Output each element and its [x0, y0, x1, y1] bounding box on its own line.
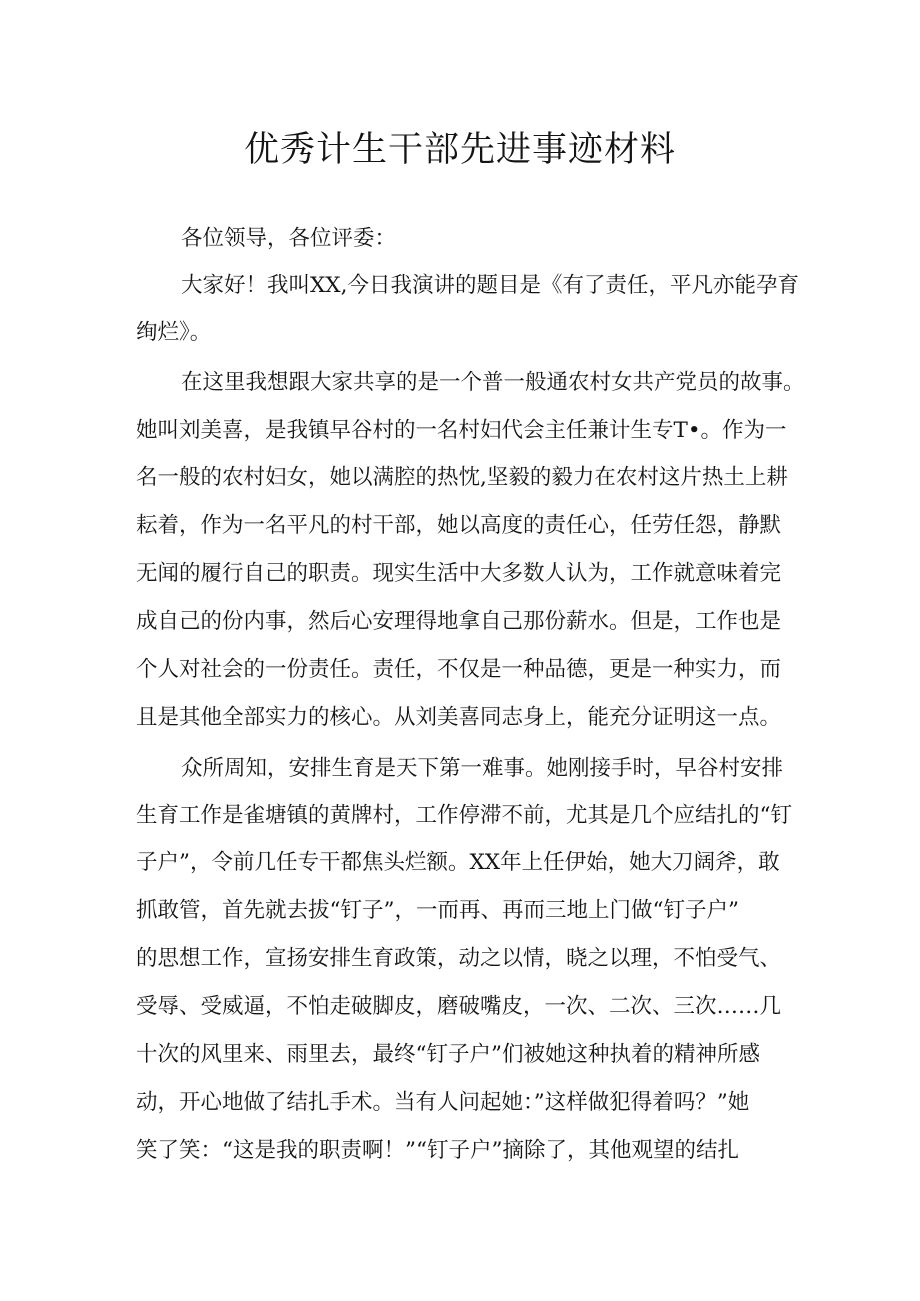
text-line-10: 个人对社会的一份责任。责任，不仅是一种品德，更是一种实力，而: [136, 657, 782, 682]
text-line-12: 众所周知，安排生育是天下第一难事。她刚接手时，早谷村安排: [181, 756, 784, 781]
text-line-8: 无闻的履行自己的职责。现实生活中大多数人认为，工作就意味着完: [136, 561, 782, 586]
text-line-6: 名一般的农村妇女，她以满腔的热忱,坚毅的毅力在农村这片热土上耕: [136, 465, 788, 490]
text-line-17: 受辱、受威逼，不怕走破脚皮，磨破嘴皮，一次、二次、三次……几: [136, 994, 782, 1019]
text-line-18: 十次的风里来、雨里去，最终“钉子户”们被她这种执着的精神所感: [136, 1042, 760, 1067]
text-line-20: 笑了笑：“这是我的职责啊！”“钉子户”摘除了，其他观望的结扎: [136, 1138, 739, 1163]
text-line-13: 生育工作是雀塘镇的黄牌村，工作停滞不前，尤其是几个应结扎的“钉: [136, 803, 792, 828]
text-line-2: 大家好！我叫XX,今日我演讲的题目是《有了责任，平凡亦能孕育: [181, 273, 799, 298]
text-line-1: 各位领导，各位评委：: [181, 226, 397, 251]
text-line-14: 子户”，令前几任专干都焦头烂额。XX年上任伊始，她大刀阔斧，敢: [136, 850, 780, 875]
document-title: 优秀计生干部先进事迹材料: [243, 130, 676, 171]
text-line-19: 动，开心地做了结扎手术。当有人问起她：”这样做犯得着吗？”她: [136, 1090, 750, 1115]
text-line-4: 在这里我想跟大家共享的是一个普一般通农村女共产党员的故事。: [181, 370, 805, 395]
text-line-16: 的思想工作，宣扬安排生育政策，动之以情，晓之以理，不怕受气、: [136, 946, 782, 971]
text-line-9: 成自己的份内事，然后心安理得地拿自己那份薪水。但是，工作也是: [136, 609, 782, 634]
text-line-15: 抓敢管，首先就去拔“钉子”，一而再、再而三地上门做“钉子户”: [136, 898, 739, 923]
text-line-3: 绚烂》。: [136, 320, 212, 345]
text-line-5: 她叫刘美喜，是我镇早谷村的一名村妇代会主任兼计生专T•。作为一: [136, 418, 787, 443]
text-line-7: 耘着，作为一名平凡的村干部，她以高度的责任心，任劳任怨，静默: [136, 513, 782, 538]
text-line-11: 且是其他全部实力的核心。从刘美喜同志身上，能充分证明这一点。: [136, 705, 782, 730]
